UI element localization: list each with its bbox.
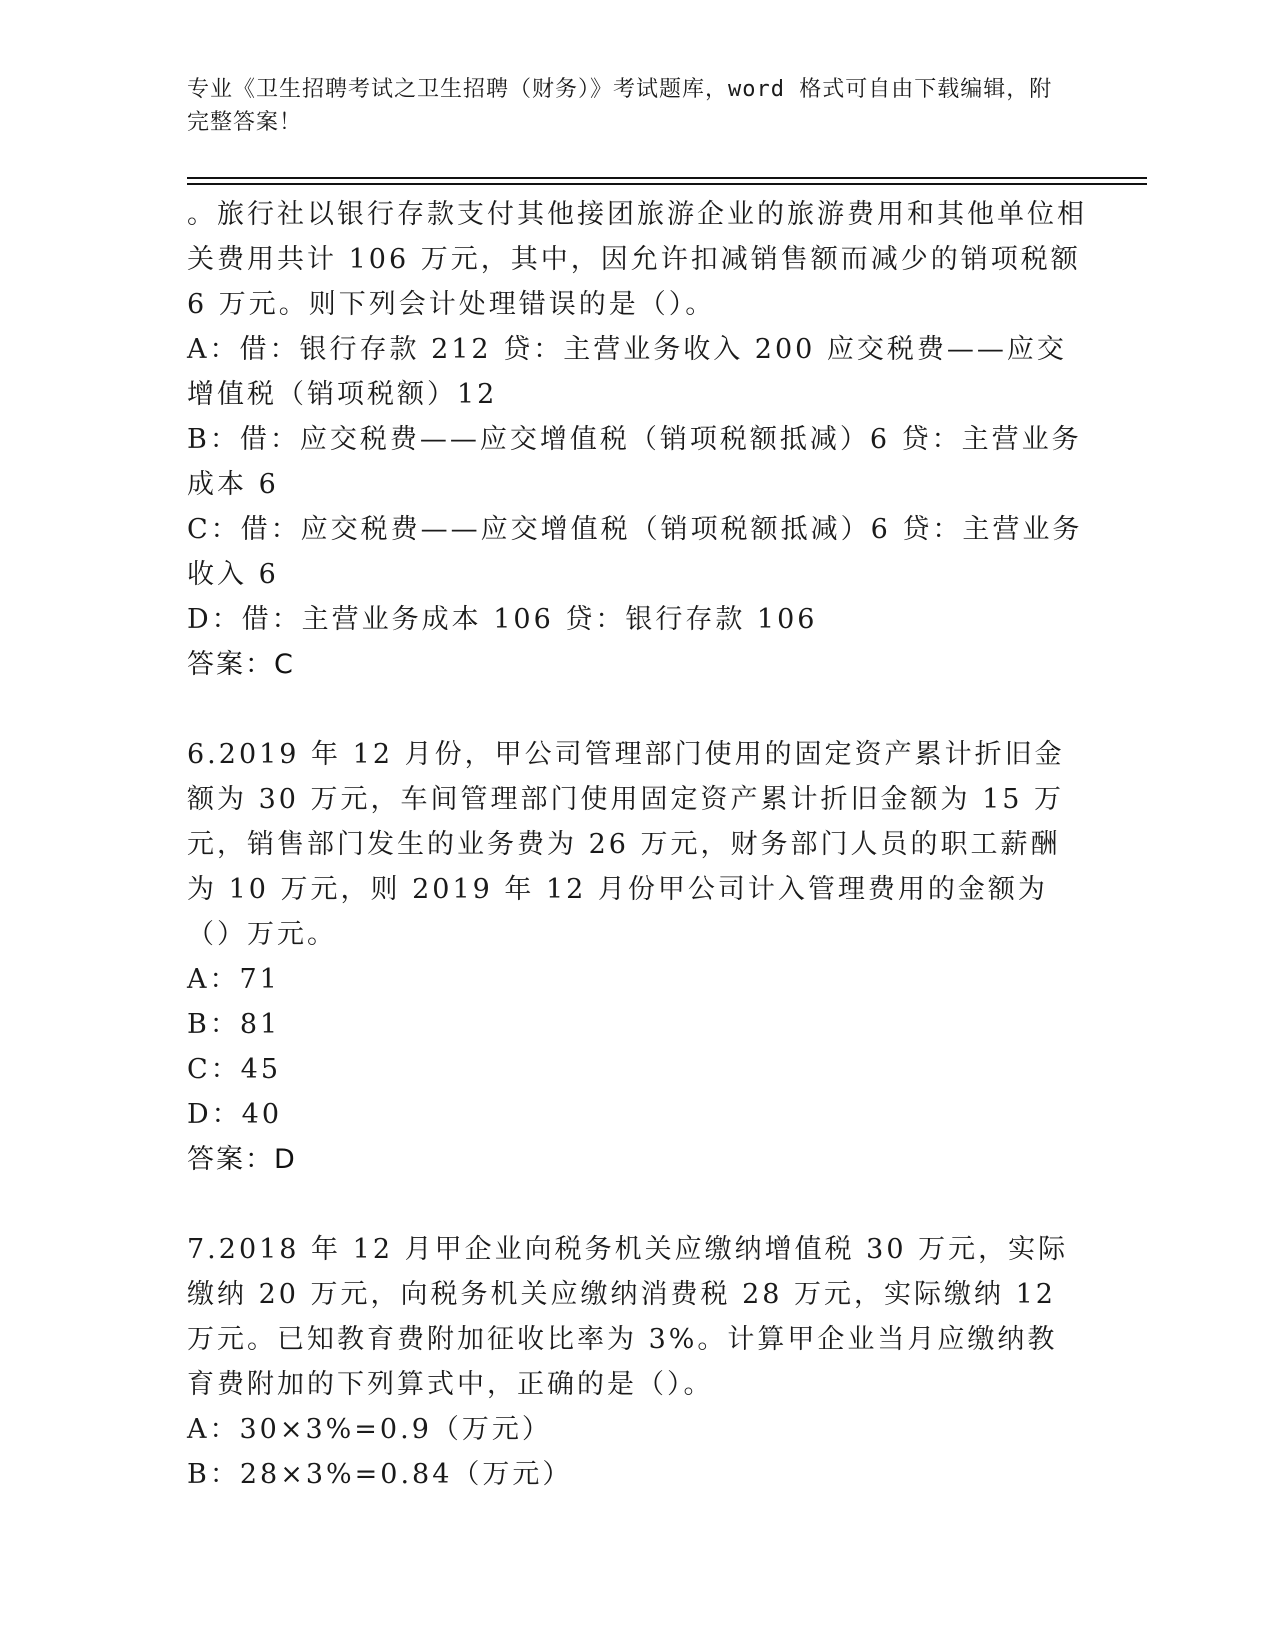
option-d: D：借：主营业务成本 106 贷：银行存款 106 [187,604,818,635]
answer-label: 答案：C [187,649,295,680]
question-stem: 。旅行社以银行存款支付其他接团旅游企业的旅游费用和其他单位相关费用共计 106 万元，其中，因允许扣减销售额而减少的销项税额 6 万元。则下列会计处理错误的是（）。 [187,199,1087,320]
option-d: D：40 [187,1099,283,1130]
option-a: A：30×3%=0.9（万元） [187,1414,552,1445]
question-5 [187,192,1087,687]
option-b: B：借：应交税费——应交增值税（销项税额抵减）6 贷：主营业务成本 6 [187,424,1082,500]
question-stem: 7.2018 年 12 月甲企业向税务机关应缴纳增值税 30 万元，实际缴纳 20 万元，向税务机关应缴纳消费税 28 万元，实际缴纳 12 万元。已知教育费附加征收比率为 3%。计算甲企业当月应缴纳教育费附加的下列算式中，正确的是（）。 [187,1234,1069,1400]
option-c: C：借：应交税费——应交增值税（销项税额抵减）6 贷：主营业务收入 6 [187,514,1083,590]
question-7 [187,1227,1087,1497]
option-c: C：45 [187,1054,282,1085]
option-b: B：81 [187,1009,281,1040]
question-gap [187,1182,1087,1227]
question-gap [187,687,1087,732]
option-a: A：借：银行存款 212 贷：主营业务收入 200 应交税费——应交增值税（销项税额）12 [187,334,1067,410]
header-divider-bottom [187,183,1147,185]
question-stem: 6.2019 年 12 月份，甲公司管理部门使用的固定资产累计折旧金额为 30 万元，车间管理部门使用固定资产累计折旧金额为 15 万元，销售部门发生的业务费为 26 万元，财务部门人员的职工薪酬为 10 万元，则 2019 年 12 月份甲公司计入管理费用的金额为（）万元。 [187,739,1065,950]
question-list [187,192,1087,1497]
answer-label: 答案：D [187,1144,297,1175]
question-6 [187,732,1087,1182]
option-b: B：28×3%=0.84（万元） [187,1459,573,1490]
option-a: A：71 [187,964,280,995]
header-divider-top [187,177,1147,179]
document-header: 专业《卫生招聘考试之卫生招聘（财务）》考试题库，word 格式可自由下载编辑，附完整答案！ [187,77,1053,135]
